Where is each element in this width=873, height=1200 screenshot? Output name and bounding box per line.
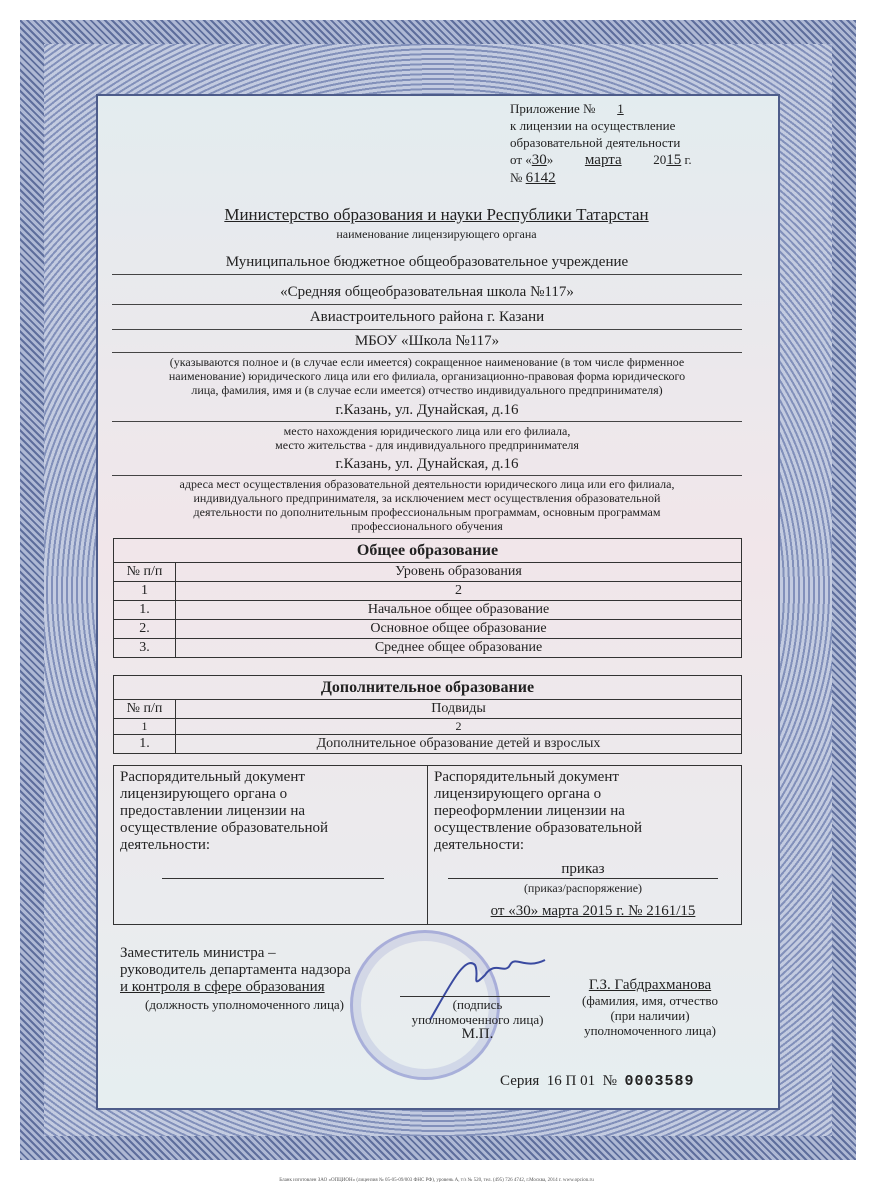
- table-row: [114, 735, 742, 754]
- table-row: [114, 639, 742, 658]
- left-text: предоставлении лицензии на: [120, 803, 306, 819]
- series-label: Серия: [500, 1073, 540, 1089]
- location-caption-2: место жительства - для индивидуального предпринимателя: [275, 438, 579, 452]
- signature-caption: [390, 997, 565, 1042]
- date-month: марта: [584, 152, 622, 168]
- legal-address-caption: [112, 424, 742, 452]
- name-caption: (при наличии): [610, 1008, 690, 1023]
- activity-caption-3: деятельности по дополнительным профессиональным программам, основным программам: [193, 505, 661, 519]
- date-mid: »: [546, 152, 554, 167]
- position-line: руководитель департамента надзора: [120, 962, 351, 978]
- activity-address-caption: [112, 477, 742, 533]
- column-index: 2: [176, 719, 742, 735]
- appendix-line2: к лицензии на осуществление: [510, 118, 676, 133]
- left-text: осуществление образовательной: [120, 820, 328, 836]
- org-short-name: МБОУ «Школа №117»: [354, 333, 500, 349]
- column-index: 1: [114, 582, 176, 601]
- column-header-level: Уровень образования: [176, 563, 742, 582]
- org-caption-3: лица, фамилия, имя и (в случае если имеется) отчество индивидуального предпринимателя): [191, 383, 663, 397]
- appendix-block: [510, 100, 760, 187]
- general-education-title: Общее образование: [114, 539, 742, 563]
- row-number: 3.: [114, 639, 176, 658]
- right-text: переоформлении лицензии на: [434, 803, 625, 819]
- position-caption: (должность уполномоченного лица): [145, 997, 345, 1012]
- legal-address: г.Казань, ул. Дунайская, д.16: [335, 402, 519, 418]
- authority-name: Министерство образования и науки Республики Татарстан: [224, 205, 649, 224]
- decisions-box: [113, 765, 742, 925]
- appendix-number: 1: [617, 101, 624, 116]
- column-index: 1: [114, 719, 176, 735]
- num-label: №: [510, 170, 523, 185]
- sign-caption: (подпись: [452, 997, 503, 1012]
- column-header-number: № п/п: [114, 700, 176, 719]
- doc-type-caption: (приказ/распоряжение): [523, 881, 643, 895]
- license-number: 6142: [525, 170, 556, 186]
- org-caption-1: (указываются полное и (в случае если имеется) сокращенное наименование (в том числе фирменное: [169, 355, 685, 369]
- org-line2: «Средняя общеобразовательная школа №117»: [280, 284, 574, 300]
- reissuance-decision: [428, 766, 742, 924]
- table-row: [114, 620, 742, 639]
- row-number: 1.: [114, 601, 176, 620]
- series-number: 0003589: [624, 1073, 695, 1090]
- year-suffix: г.: [684, 152, 692, 167]
- org-caption-2: наименование) юридического лица или его филиала, организационно-правовая форма юридического: [168, 369, 686, 383]
- right-text: осуществление образовательной: [434, 820, 642, 836]
- row-value: Дополнительное образование детей и взрослых: [176, 735, 742, 754]
- appendix-line3: образовательной деятельности: [510, 135, 681, 150]
- column-index: 2: [176, 582, 742, 601]
- issuance-decision: [114, 766, 428, 924]
- series-value: 16 П 01: [546, 1073, 596, 1089]
- row-value: Среднее общее образование: [176, 639, 742, 658]
- name-caption: уполномоченного лица): [584, 1023, 716, 1038]
- left-text: лицензирующего органа о: [120, 786, 288, 802]
- series-num-label: №: [602, 1073, 617, 1089]
- org-line3: Авиастроительного района г. Казани: [309, 309, 545, 325]
- date-prefix: от «: [510, 152, 532, 167]
- doc-type: приказ: [448, 861, 718, 879]
- row-number: 1.: [114, 735, 176, 754]
- signer-name: Г.З. Габдрахманова: [588, 977, 712, 993]
- general-education-table: [113, 538, 742, 658]
- location-caption-1: место нахождения юридического лица или его филиала,: [283, 424, 571, 438]
- year-prefix: 20: [653, 152, 667, 167]
- appendix-label: Приложение №: [510, 101, 596, 116]
- name-caption: (фамилия, имя, отчество: [582, 993, 718, 1008]
- date-year: 15: [666, 152, 682, 168]
- column-header-number: № п/п: [114, 563, 176, 582]
- doc-reference: от «30» марта 2015 г. № 2161/15: [490, 903, 696, 919]
- row-value: Начальное общее образование: [176, 601, 742, 620]
- activity-caption-4: профессионального обучения: [351, 519, 503, 533]
- row-value: Основное общее образование: [176, 620, 742, 639]
- left-text: Распорядительный документ: [120, 769, 305, 785]
- org-caption: [112, 355, 742, 397]
- authority-caption: наименование лицензирующего органа: [336, 227, 537, 241]
- activity-caption-1: адреса мест осуществления образовательной деятельности юридического лица или его филиала,: [179, 477, 675, 491]
- printer-footer: Бланк изготовлен ЗАО «ОПЦИОН» (лицензия № 05-05-09/003 ФНС РФ), уровень А, т/з № 520, тел. (495) 726 4742, г.Москва, 2014 г. www.opcion.ru: [279, 1178, 594, 1183]
- signer-name-block: [565, 978, 735, 1038]
- additional-education-table: [113, 675, 742, 754]
- org-line1: Муниципальное бюджетное общеобразовательное учреждение: [225, 254, 629, 270]
- additional-education-title: Дополнительное образование: [114, 676, 742, 700]
- date-day: 30: [531, 152, 547, 168]
- column-header-subtype: Подвиды: [176, 700, 742, 719]
- activity-address: г.Казань, ул. Дунайская, д.16: [335, 456, 519, 472]
- signer-position: [120, 945, 351, 1013]
- left-text: деятельности:: [120, 837, 211, 853]
- right-text: деятельности:: [434, 837, 525, 853]
- position-line: Заместитель министра –: [120, 945, 276, 961]
- position-line: и контроля в сфере образования: [120, 979, 325, 995]
- right-text: Распорядительный документ: [434, 769, 619, 785]
- table-row: [114, 601, 742, 620]
- activity-caption-2: индивидуального предпринимателя, за исключением мест осуществления образовательной: [193, 491, 661, 505]
- seal-place-label: М.П.: [461, 1026, 494, 1042]
- right-text: лицензирующего органа о: [434, 786, 602, 802]
- row-number: 2.: [114, 620, 176, 639]
- series-line: [500, 1073, 694, 1090]
- sign-caption: уполномоченного лица): [411, 1012, 544, 1027]
